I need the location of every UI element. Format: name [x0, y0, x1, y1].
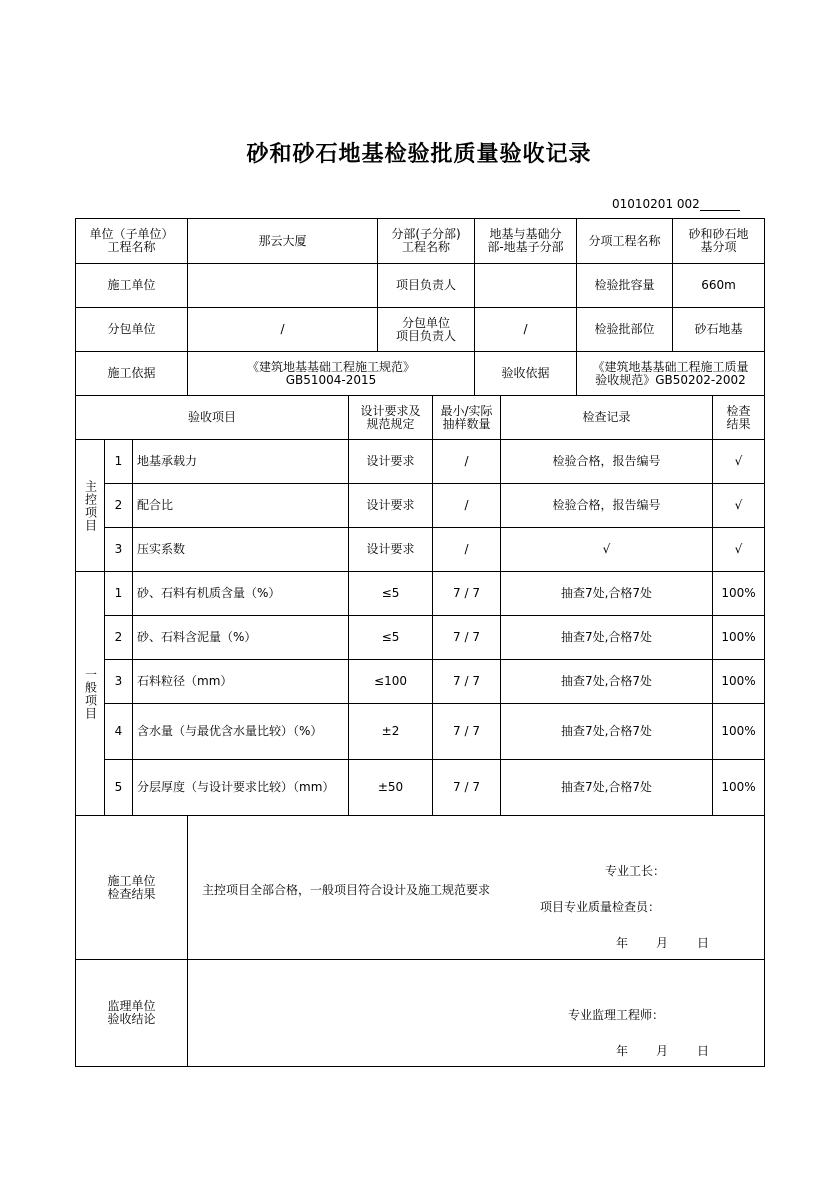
- unit-value: 那云大厦: [188, 219, 378, 264]
- main-row-record: 检验合格，报告编号: [501, 484, 713, 528]
- general-row-record: 抽查7处,合格7处: [501, 704, 713, 760]
- unit-label: 单位（子单位） 工程名称: [76, 219, 188, 264]
- contractor-date-year: 年: [616, 936, 629, 950]
- general-row-name: 含水量（与最优含水量比较）（%）: [133, 704, 349, 760]
- general-row-name: 石料粒径（mm）: [133, 660, 349, 704]
- sub-contractor-label: 分包单位: [76, 308, 188, 352]
- general-row-result: 100%: [713, 572, 764, 616]
- general-row-no: 4: [105, 704, 133, 760]
- inspection-record-table: [75, 218, 765, 1067]
- general-row-record: 抽查7处,合格7处: [501, 616, 713, 660]
- main-row-record: √: [501, 528, 713, 572]
- main-row-name: 配合比: [133, 484, 349, 528]
- general-row-no: 2: [105, 616, 133, 660]
- accept-basis-value: 《建筑地基基础工程施工质量 验收规范》GB50202-2002: [577, 352, 764, 396]
- main-row-no: 1: [105, 440, 133, 484]
- general-row-design: ±50: [349, 760, 433, 816]
- doc-number-underline: [700, 196, 740, 211]
- main-items-label: 主控项目: [76, 440, 105, 572]
- contractor-date-day: 日: [697, 936, 710, 950]
- contractor-conclusion: 主控项目全部合格，一般项目符合设计及施工规范要求: [202, 883, 491, 897]
- sub-pm-value: /: [475, 308, 577, 352]
- main-row-sample: /: [433, 484, 501, 528]
- foreman-label: 专业工长：: [605, 864, 666, 878]
- page-title: 砂和砂石地基检验批质量验收记录: [246, 141, 592, 167]
- general-row-result: 100%: [713, 760, 764, 816]
- capacity-value: 660m: [673, 264, 764, 308]
- main-row-no: 2: [105, 484, 133, 528]
- capacity-label: 检验批容量: [577, 264, 673, 308]
- general-row-design: ≤100: [349, 660, 433, 704]
- contractor-value: [188, 264, 378, 308]
- general-row-design: ≤5: [349, 616, 433, 660]
- general-row-name: 砂、石料含泥量（%）: [133, 616, 349, 660]
- general-row-name: 分层厚度（与设计要求比较）（mm）: [133, 760, 349, 816]
- main-row-record: 检验合格，报告编号: [501, 440, 713, 484]
- general-row-result: 100%: [713, 660, 764, 704]
- position-value: 砂石地基: [673, 308, 764, 352]
- general-row-record: 抽查7处,合格7处: [501, 572, 713, 616]
- item-label: 分项工程名称: [577, 219, 673, 264]
- position-label: 检验批部位: [577, 308, 673, 352]
- main-row-sample: /: [433, 440, 501, 484]
- part-label: 分部(子分部) 工程名称: [378, 219, 475, 264]
- part-value: 地基与基础分 部-地基子分部: [475, 219, 577, 264]
- sub-contractor-value: /: [188, 308, 378, 352]
- col-record-header: 检查记录: [501, 396, 713, 440]
- general-row-design: ±2: [349, 704, 433, 760]
- main-row-name: 压实系数: [133, 528, 349, 572]
- main-row-name: 地基承载力: [133, 440, 349, 484]
- supervisor-check-box: [188, 960, 764, 1066]
- main-row-design: 设计要求: [349, 528, 433, 572]
- general-row-record: 抽查7处,合格7处: [501, 760, 713, 816]
- general-row-name: 砂、石料有机质含量（%）: [133, 572, 349, 616]
- col-result-header: 检查 结果: [713, 396, 764, 440]
- main-row-result: √: [713, 484, 764, 528]
- col-design-header: 设计要求及 规范规定: [349, 396, 433, 440]
- general-row-no: 3: [105, 660, 133, 704]
- item-value: 砂和砂石地 基分项: [673, 219, 764, 264]
- general-row-no: 5: [105, 760, 133, 816]
- pm-value: [475, 264, 577, 308]
- general-row-sample: 7 / 7: [433, 660, 501, 704]
- col-sample-header: 最小/实际 抽样数量: [433, 396, 501, 440]
- doc-number: [612, 196, 740, 211]
- main-row-design: 设计要求: [349, 484, 433, 528]
- main-row-no: 3: [105, 528, 133, 572]
- contractor-label: 施工单位: [76, 264, 188, 308]
- sub-pm-label: 分包单位 项目负责人: [378, 308, 475, 352]
- main-row-design: 设计要求: [349, 440, 433, 484]
- accept-basis-label: 验收依据: [475, 352, 577, 396]
- doc-number-text: 01010201 002: [612, 197, 700, 211]
- supervising-engineer-label: 专业监理工程师：: [568, 1008, 665, 1022]
- general-row-sample: 7 / 7: [433, 704, 501, 760]
- basis-value: 《建筑地基基础工程施工规范》 GB51004-2015: [188, 352, 475, 396]
- general-row-record: 抽查7处,合格7处: [501, 660, 713, 704]
- supervisor-date-day: 日: [697, 1044, 710, 1058]
- supervisor-date-month: 月: [656, 1044, 669, 1058]
- main-row-sample: /: [433, 528, 501, 572]
- supervisor-date-year: 年: [616, 1044, 629, 1058]
- basis-label: 施工依据: [76, 352, 188, 396]
- supervisor-check-label: 监理单位 验收结论: [76, 960, 188, 1066]
- general-row-sample: 7 / 7: [433, 760, 501, 816]
- general-row-sample: 7 / 7: [433, 616, 501, 660]
- general-row-sample: 7 / 7: [433, 572, 501, 616]
- general-row-result: 100%: [713, 616, 764, 660]
- contractor-check-label: 施工单位 检查结果: [76, 816, 188, 960]
- col-item-header: 验收项目: [76, 396, 349, 440]
- quality-inspector-label: 项目专业质量检查员：: [540, 900, 661, 914]
- general-row-design: ≤5: [349, 572, 433, 616]
- main-row-result: √: [713, 528, 764, 572]
- general-row-result: 100%: [713, 704, 764, 760]
- general-items-label: 一般项目: [76, 572, 105, 816]
- general-row-no: 1: [105, 572, 133, 616]
- main-row-result: √: [713, 440, 764, 484]
- pm-label: 项目负责人: [378, 264, 475, 308]
- contractor-date-month: 月: [656, 936, 669, 950]
